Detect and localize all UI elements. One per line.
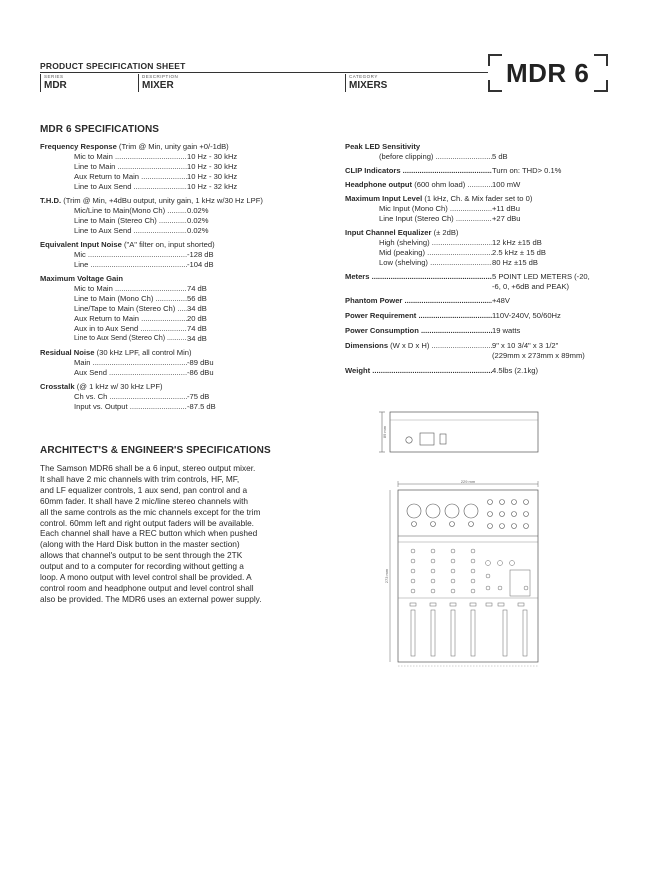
side-view-drawing [378,408,548,458]
spec-row: Power Requirement ..... 110V-240V, 50/60Hz [345,311,610,321]
category-value: MIXERS [349,80,388,91]
arch-paragraph: The Samson MDR6 shall be a 6 input, stereo output mixer. It shall have 2 mic channels with trim controls, HF, MF, and LF equalizer controls, 1 aux send, pan control and a 60mm fader. It shall have 2 mic/line stereo channels with all the same controls as the mic channels except for the trim control. 60mm left and right output faders will be available. Each channel shall have a REC button which when pushed (along with the Hard Disk button in the master section) allows that channel's output to be sent through the 2TK output and to a computer for recording without getting a loop. A mono output with level control shall be provided. A control room and headphone output and level control shall also be provided. The MDR6 uses an external power supply. [40,463,262,604]
spec-row: Meters ..... 5 POINT LED METERS (-20, [345,272,610,282]
category-field [345,74,387,92]
category-label: CATEGORY [349,74,378,79]
spec-row: Low (shelving) ..... 80 Hz ±15 dB [379,258,610,268]
spec-row: Ch vs. Ch ..... -75 dB [74,392,288,402]
dim-value-cont: (229mm x 273mm x 89mm) [492,351,585,360]
spec-row: Headphone output (600 ohm load) ..... 100 mW [345,180,610,190]
spec-row: Mic Input (Mono Ch) ..... +11 dBu [379,204,610,214]
spec-row: (before clipping) ..... 5 dB [379,152,610,162]
freq-heading: Frequency Response (Trim @ Min, unity gain +0/-1dB) [40,142,229,151]
spec-row: Mic to Main ..... 74 dB [74,284,288,294]
arch-title: ARCHITECT'S & ENGINEER'S SPECIFICATIONS [40,445,271,456]
spec-row: Aux Send ..... -86 dBu [74,368,288,378]
top-view-drawing [378,476,548,672]
spec-row: Mic/Line to Main(Mono Ch) ..... 0.02% [74,206,288,216]
spec-row: Dimensions (W x D x H) ..... 9" x 10 3/4" x 3 1/2" [345,341,610,351]
spec-row: Input vs. Output ..... -87.5 dB [74,402,288,412]
model-name: MDR 6 [506,58,590,88]
description-field [138,74,178,92]
right-specs [345,142,610,376]
spec-row: Power Consumption ..... 19 watts [345,326,610,336]
side-dim-label: 89 mm [382,425,387,439]
spec-row: CLIP Indicators ..... Turn on: THD> 0.1% [345,166,610,176]
meters-value-cont: -6, 0, +6dB and PEAK) [492,282,570,291]
spec-row: Line Input (Stereo Ch) ..... +27 dBu [379,214,610,224]
thd-heading: T.H.D. (Trim @ Min, +4dBu output, unity gain, 1 kHz w/30 Hz LPF) [40,196,263,205]
spec-row: Main ..... -89 dBu [74,358,288,368]
sheet-title: PRODUCT SPECIFICATION SHEET [40,61,186,71]
description-value: MIXER [142,80,174,91]
spec-row: Aux in to Aux Send ..... 74 dB [74,324,288,334]
ein-heading: Equivalent Input Noise ("A" filter on, input shorted) [40,240,215,249]
specs-title: MDR 6 SPECIFICATIONS [40,124,160,135]
series-value: MDR [44,80,67,91]
width-dim-label: 229 mm [460,479,476,484]
spec-row: Line to Main ..... 10 Hz - 30 kHz [74,162,288,172]
spec-row: Phantom Power ..... +48V [345,296,610,306]
spec-row: Line/Tape to Main (Stereo Ch) ..... 34 dB [74,304,288,314]
series-field [40,74,67,92]
series-label: SERIES [44,74,64,79]
spec-row: Mic ..... -128 dB [74,250,288,260]
noise-heading: Residual Noise (30 kHz LPF, all control Min) [40,348,192,357]
spec-row: Aux Return to Main ..... 10 Hz - 30 kHz [74,172,288,182]
peak-heading: Peak LED Sensitivity [345,142,421,151]
gain-heading: Maximum Voltage Gain [40,274,123,283]
depth-dim-label: 273 mm [384,568,389,584]
spec-row: Aux Return to Main ..... 20 dB [74,314,288,324]
spec-row: Line to Aux Send ..... 10 Hz - 32 kHz [74,182,288,192]
spec-row: Weight ..... 4.5lbs (2.1kg) [345,366,610,376]
left-specs [40,142,300,412]
description-label: DESCRIPTION [142,74,179,79]
spec-row: High (shelving) ..... 12 kHz ±15 dB [379,238,610,248]
header-rule [40,72,488,73]
xtalk-heading: Crosstalk (@ 1 kHz w/ 30 kHz LPF) [40,382,163,391]
model-badge [488,54,608,92]
mil-heading: Maximum Input Level (1 kHz, Ch. & Mix fader set to 0) [345,194,533,203]
spec-row: Line to Main (Mono Ch) ..... 56 dB [74,294,288,304]
spec-row: Line to Main (Stereo Ch) ..... 0.02% [74,216,288,226]
spec-row: Mid (peaking) ..... 2.5 kHz ± 15 dB [379,248,610,258]
spec-row: Line ..... -104 dB [74,260,288,270]
spec-row: Line to Aux Send (Stereo Ch) ..... 34 dB [74,334,288,344]
eq-heading: Input Channel Equalizer (± 2dB) [345,228,459,237]
spec-row: Line to Aux Send ..... 0.02% [74,226,288,236]
spec-row: Mic to Main ..... 10 Hz - 30 kHz [74,152,288,162]
